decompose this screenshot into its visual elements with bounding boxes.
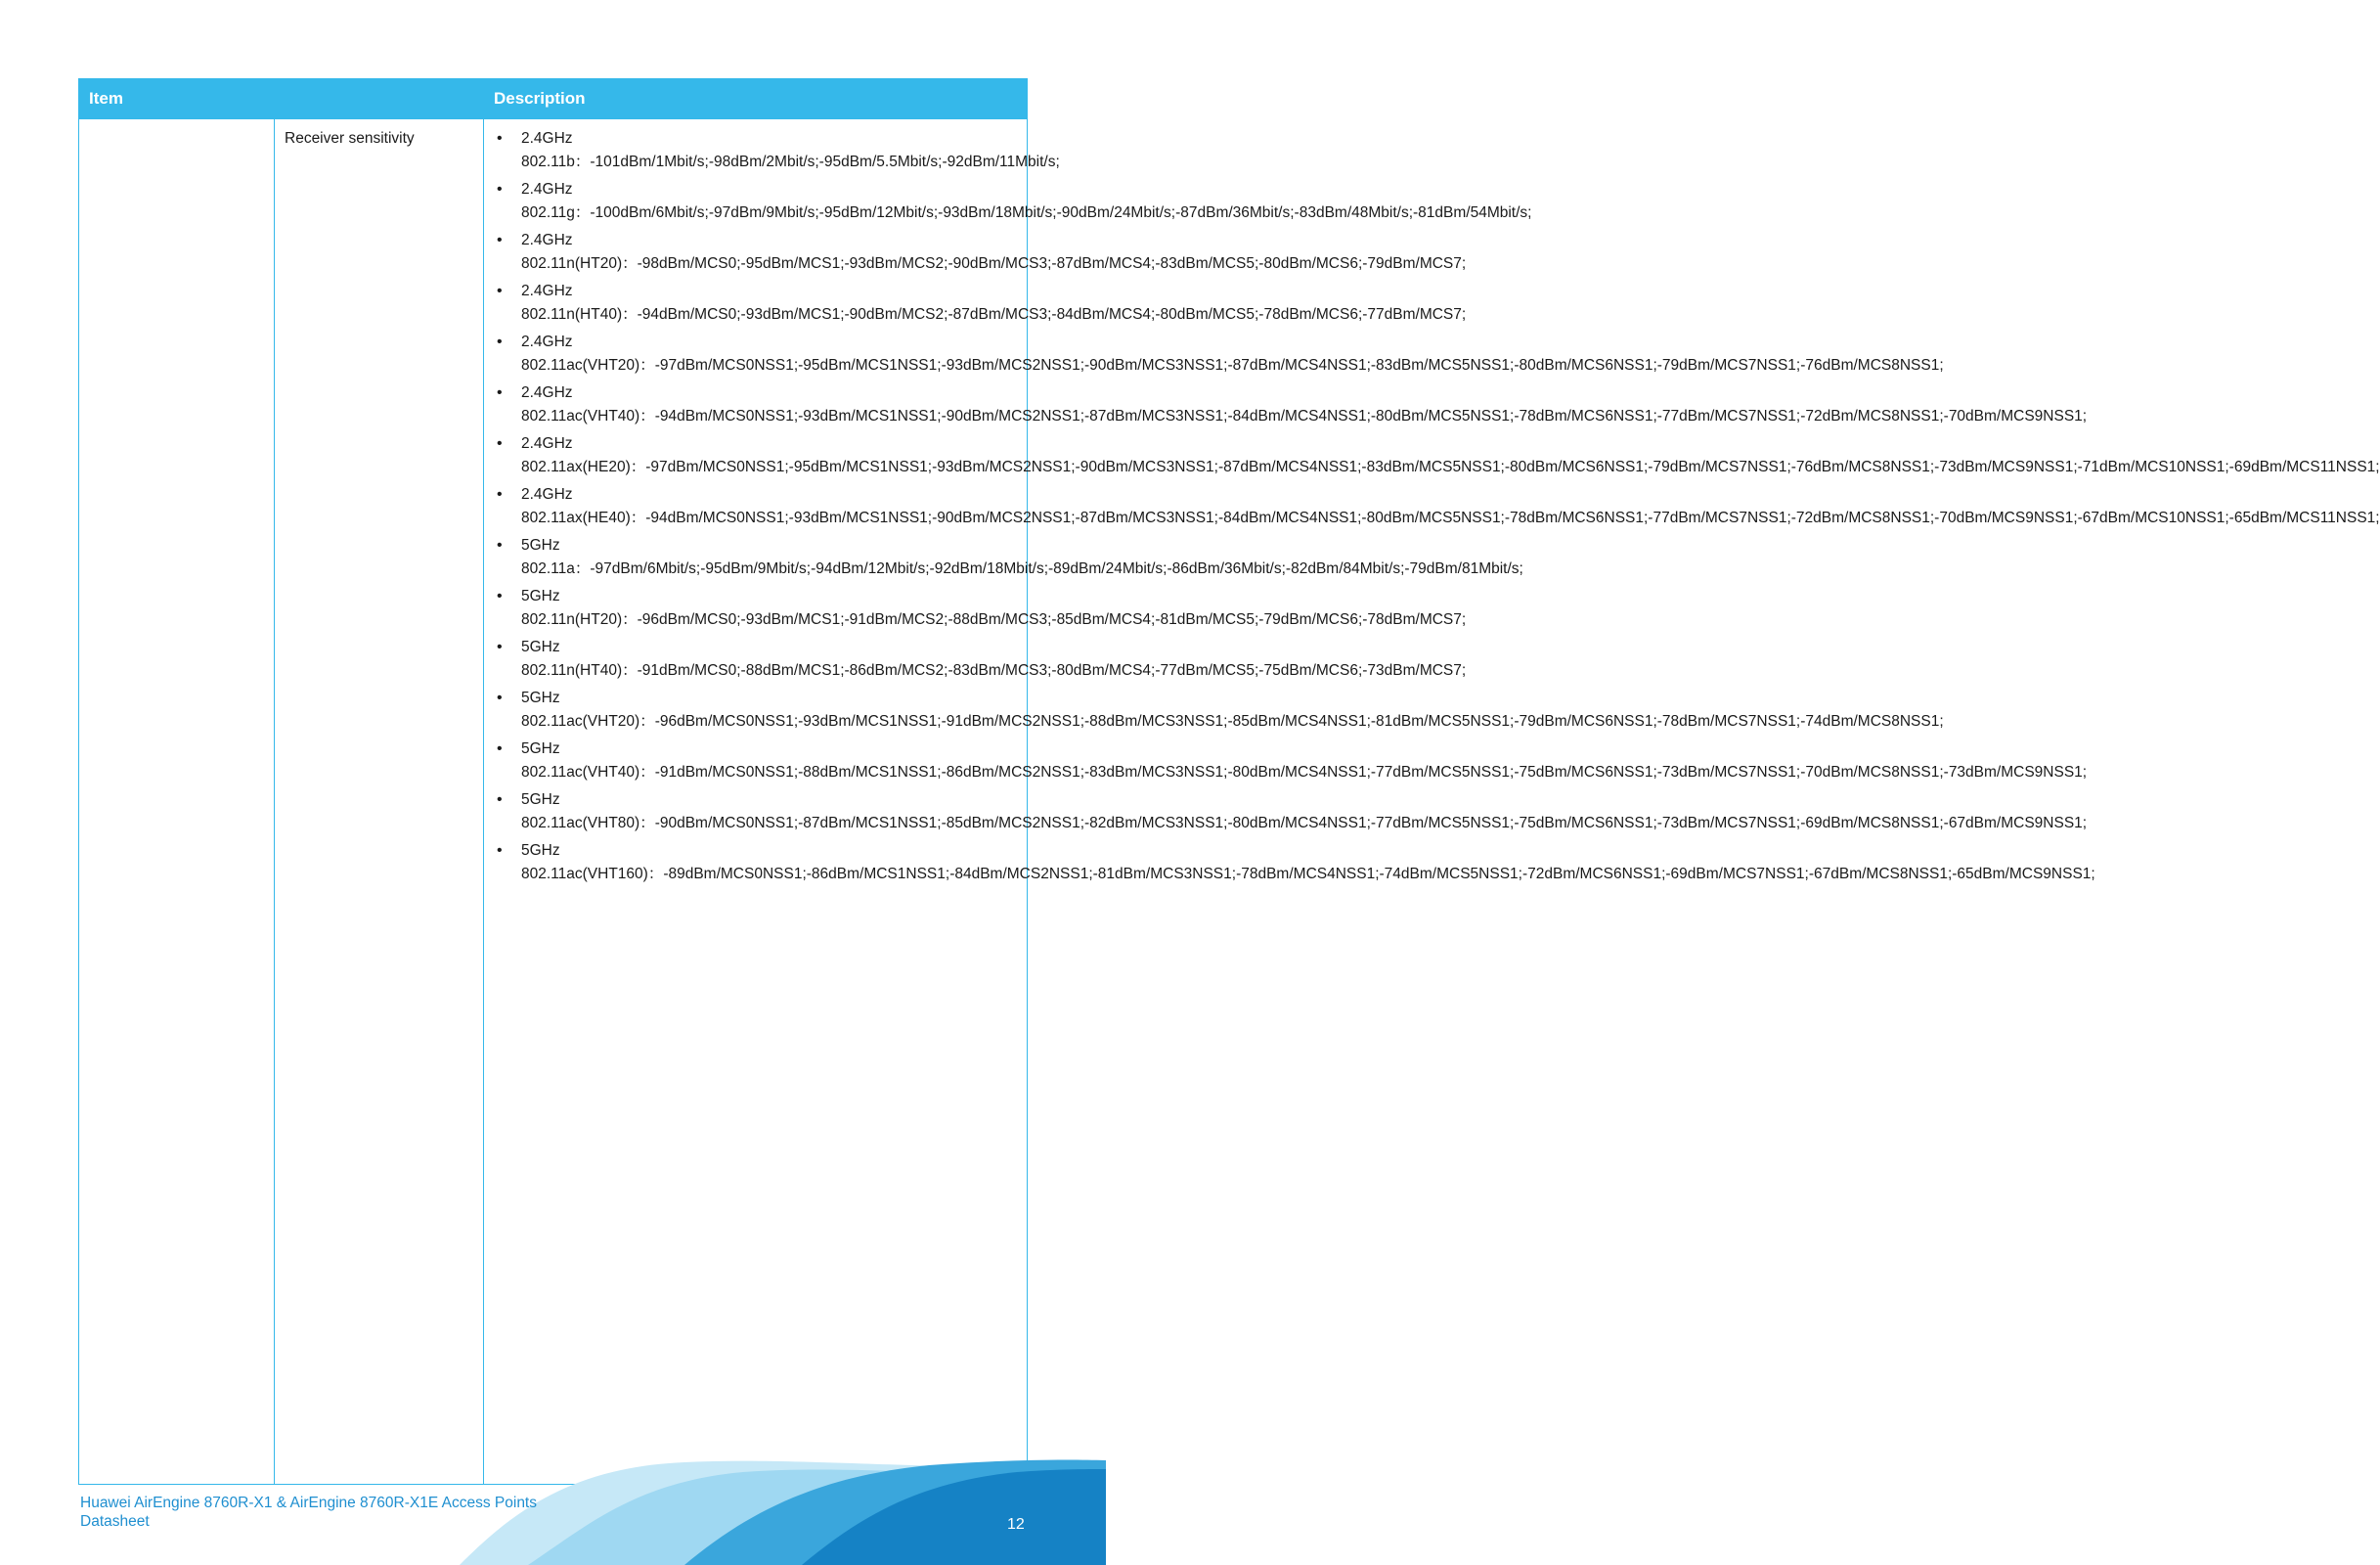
- footer: [0, 1457, 1106, 1565]
- list-item: • 2.4GHz 802.11ax(HE20)：-97dBm/MCS0NSS1;-95dBm/MCS1NSS1;-93dBm/MCS2NSS1;-90dBm/MCS3NSS1;-87dBm/MCS4NSS1;-83dBm/MCS5NSS1;-80dBm/MCS6NSS1;-79dBm/MCS7NSS1;-76dBm/MCS8NSS1;-73dBm/MCS9NSS1;-71dBm/MCS10NSS1;-69dBm/MCS11NSS1;: [521, 432, 1015, 478]
- list-item: • 2.4GHz 802.11g：-100dBm/6Mbit/s;-97dBm/9Mbit/s;-95dBm/12Mbit/s;-93dBm/18Mbit/s;-90dBm/24Mbit/s;-87dBm/36Mbit/s;-83dBm/48Mbit/s;-81dBm/54Mbit/s;: [521, 178, 1015, 224]
- table-header-row: [79, 79, 1028, 119]
- list-item: • 5GHz 802.11ac(VHT80)：-90dBm/MCS0NSS1;-87dBm/MCS1NSS1;-85dBm/MCS2NSS1;-82dBm/MCS3NSS1;-80dBm/MCS4NSS1;-77dBm/MCS5NSS1;-75dBm/MCS6NSS1;-73dBm/MCS7NSS1;-69dBm/MCS8NSS1;-67dBm/MCS9NSS1;: [521, 788, 1015, 834]
- subitem-cell: Receiver sensitivity: [275, 119, 484, 1485]
- table-row: [79, 119, 1028, 1485]
- item-cell: [79, 119, 275, 1485]
- list-item: • 5GHz 802.11ac(VHT160)：-89dBm/MCS0NSS1;-86dBm/MCS1NSS1;-84dBm/MCS2NSS1;-81dBm/MCS3NSS1;-78dBm/MCS4NSS1;-74dBm/MCS5NSS1;-72dBm/MCS6NSS1;-69dBm/MCS7NSS1;-67dBm/MCS8NSS1;-65dBm/MCS9NSS1;: [521, 839, 1015, 885]
- list-item: • 5GHz 802.11ac(VHT20)：-96dBm/MCS0NSS1;-93dBm/MCS1NSS1;-91dBm/MCS2NSS1;-88dBm/MCS3NSS1;-85dBm/MCS4NSS1;-81dBm/MCS5NSS1;-79dBm/MCS6NSS1;-78dBm/MCS7NSS1;-74dBm/MCS8NSS1;: [521, 687, 1015, 733]
- page-number: 12: [1007, 1516, 1025, 1533]
- list-item: • 2.4GHz 802.11n(HT40)：-94dBm/MCS0;-93dBm/MCS1;-90dBm/MCS2;-87dBm/MCS3;-84dBm/MCS4;-80dBm/MCS5;-78dBm/MCS6;-77dBm/MCS7;: [521, 280, 1015, 326]
- description-list: [521, 127, 2380, 885]
- spec-table: [78, 78, 2380, 1485]
- document-title: Huawei AirEngine 8760R-X1 & AirEngine 8760R-X1E Access Points Datasheet: [80, 1495, 537, 1530]
- list-item: • 2.4GHz 802.11ac(VHT40)：-94dBm/MCS0NSS1;-93dBm/MCS1NSS1;-90dBm/MCS2NSS1;-87dBm/MCS3NSS1;-84dBm/MCS4NSS1;-80dBm/MCS5NSS1;-78dBm/MCS6NSS1;-77dBm/MCS7NSS1;-72dBm/MCS8NSS1;-70dBm/MCS9NSS1;: [521, 381, 1015, 427]
- list-item: • 5GHz 802.11ac(VHT40)：-91dBm/MCS0NSS1;-88dBm/MCS1NSS1;-86dBm/MCS2NSS1;-83dBm/MCS3NSS1;-80dBm/MCS4NSS1;-77dBm/MCS5NSS1;-75dBm/MCS6NSS1;-73dBm/MCS7NSS1;-70dBm/MCS8NSS1;-73dBm/MCS9NSS1;: [521, 738, 1015, 783]
- list-item: • 2.4GHz 802.11ax(HE40)：-94dBm/MCS0NSS1;-93dBm/MCS1NSS1;-90dBm/MCS2NSS1;-87dBm/MCS3NSS1;-84dBm/MCS4NSS1;-80dBm/MCS5NSS1;-78dBm/MCS6NSS1;-77dBm/MCS7NSS1;-72dBm/MCS8NSS1;-70dBm/MCS9NSS1;-67dBm/MCS10NSS1;-65dBm/MCS11NSS1;: [521, 483, 1015, 529]
- list-item: • 5GHz 802.11n(HT20)：-96dBm/MCS0;-93dBm/MCS1;-91dBm/MCS2;-88dBm/MCS3;-85dBm/MCS4;-81dBm/MCS5;-79dBm/MCS6;-78dBm/MCS7;: [521, 585, 1015, 631]
- list-item: • 2.4GHz 802.11n(HT20)：-98dBm/MCS0;-95dBm/MCS1;-93dBm/MCS2;-90dBm/MCS3;-87dBm/MCS4;-83dBm/MCS5;-80dBm/MCS6;-79dBm/MCS7;: [521, 229, 1015, 275]
- list-item: • 2.4GHz 802.11ac(VHT20)：-97dBm/MCS0NSS1;-95dBm/MCS1NSS1;-93dBm/MCS2NSS1;-90dBm/MCS3NSS1;-87dBm/MCS4NSS1;-83dBm/MCS5NSS1;-80dBm/MCS6NSS1;-79dBm/MCS7NSS1;-76dBm/MCS8NSS1;: [521, 331, 1015, 377]
- header-description: Description: [484, 79, 1028, 119]
- list-item: • 5GHz 802.11n(HT40)：-91dBm/MCS0;-88dBm/MCS1;-86dBm/MCS2;-83dBm/MCS3;-80dBm/MCS4;-77dBm/MCS5;-75dBm/MCS6;-73dBm/MCS7;: [521, 636, 1015, 682]
- header-item: Item: [79, 79, 484, 119]
- description-cell: [484, 119, 2380, 1485]
- list-item: • 5GHz 802.11a：-97dBm/6Mbit/s;-95dBm/9Mbit/s;-94dBm/12Mbit/s;-92dBm/18Mbit/s;-89dBm/24Mbit/s;-86dBm/36Mbit/s;-82dBm/84Mbit/s;-79dBm/81Mbit/s;: [521, 534, 1015, 580]
- list-item: • 2.4GHz 802.11b：-101dBm/1Mbit/s;-98dBm/2Mbit/s;-95dBm/5.5Mbit/s;-92dBm/11Mbit/s;: [521, 127, 1015, 173]
